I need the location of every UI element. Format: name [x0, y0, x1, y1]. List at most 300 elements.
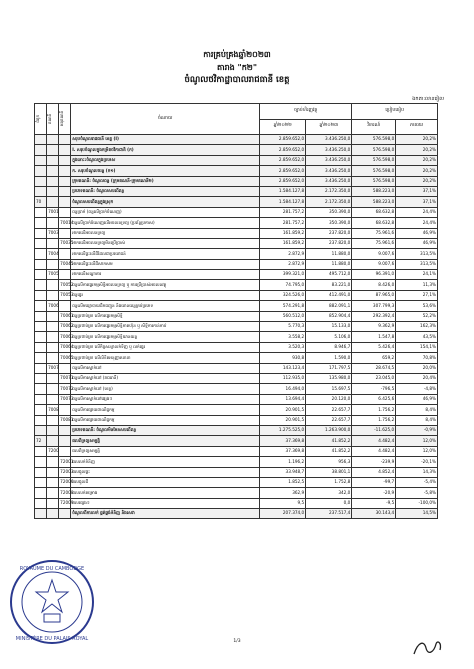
cell-difference: 96.391,0: [352, 270, 396, 280]
cell-subaccount: [59, 509, 71, 519]
cell-chapter: [35, 228, 47, 238]
cell-description: អាករលើអចលនទ្រព្យមិនប្រើប្រាស់: [71, 238, 260, 248]
cell-2023: 3.436.250,0: [306, 155, 352, 165]
svg-text:MINISTÈRE DU PALAIS ROYAL: MINISTÈRE DU PALAIS ROYAL: [15, 636, 89, 642]
cell-2023: 3.436.250,0: [306, 145, 352, 155]
cell-subaccount: 70072: [59, 384, 71, 394]
table-row: [35, 290, 438, 300]
cell-percent: -0,9%: [396, 425, 438, 435]
cell-2023: 15.697,5: [306, 384, 352, 394]
cell-difference: 576.598,0: [352, 155, 396, 165]
table-row: [35, 405, 438, 415]
cell-percent: 24,4%: [396, 207, 438, 217]
cell-chapter: [35, 280, 47, 290]
table-row: [35, 332, 438, 342]
cell-subaccount: 70045: [59, 259, 71, 269]
cell-percent: 14,5%: [396, 509, 438, 519]
cell-description: អាករលើផ្ទះលើដីសាកសម: [71, 259, 260, 269]
cell-account: [47, 498, 59, 508]
cell-account: 7007: [47, 363, 59, 373]
table-row: [35, 166, 438, 176]
cell-difference: 576.598,0: [352, 145, 396, 155]
cell-chapter: 70: [35, 197, 47, 207]
cell-2022: 2.859.652,0: [260, 135, 306, 145]
cell-2023: 3.436.250,0: [306, 176, 352, 186]
table-row: [35, 301, 438, 311]
cell-difference: 1.756,2: [352, 415, 396, 425]
cell-2022: 207.374,0: [260, 509, 306, 519]
cell-2023: 237.820,0: [306, 228, 352, 238]
cell-chapter: [35, 425, 47, 435]
cell-2022: 1.275.525,0: [260, 425, 306, 435]
cell-account: [47, 436, 59, 446]
cell-percent: 313,5%: [396, 249, 438, 259]
cell-2022: 20.901,5: [260, 405, 306, 415]
cell-2022: 1.584.127,8: [260, 197, 306, 207]
cell-subaccount: [59, 363, 71, 373]
signature-mark: [410, 636, 446, 660]
cell-account: 7006: [47, 301, 59, 311]
cell-account: [47, 457, 59, 467]
cell-description: ពន្ធប្រថាប់ត្រា លើលិខិតអនុញ្ញាតនានា: [71, 353, 260, 363]
table-row: [35, 207, 438, 217]
cell-subaccount: 72009: [59, 498, 71, 508]
unit-label: ឯកតា:លានរៀល: [412, 96, 444, 102]
cell-subaccount: [59, 436, 71, 446]
header-finance-law: ច្បាប់ហិរញ្ញវត្ថុ: [260, 104, 352, 120]
table-row: [35, 145, 438, 155]
cell-chapter: [35, 311, 47, 321]
cell-2023: 1.263.900,0: [306, 425, 352, 435]
cell-difference: 30.143,4: [352, 509, 396, 519]
table-row: [35, 394, 438, 404]
table-row: [35, 249, 438, 259]
header-description: ចំណាយ: [71, 104, 260, 135]
table-row: [35, 186, 438, 196]
cell-subaccount: 72001: [59, 457, 71, 467]
cell-2023: 22.657,7: [306, 405, 352, 415]
cell-account: [47, 332, 59, 342]
table-row: [35, 467, 438, 477]
table-row: [35, 488, 438, 498]
cell-percent: 20,2%: [396, 145, 438, 155]
table-row: [35, 425, 438, 435]
table-row: [35, 353, 438, 363]
cell-description: សរុបចំណូលរាជធានី ខេត្ត (I): [71, 135, 260, 145]
cell-subaccount: [59, 155, 71, 165]
cell-percent: 37,1%: [396, 186, 438, 196]
cell-percent: 14,3%: [396, 467, 438, 477]
table-row: [35, 342, 438, 352]
cell-chapter: [35, 155, 47, 165]
cell-account: [47, 186, 59, 196]
header-2023: ឆ្នាំ២០២៣: [306, 119, 352, 135]
cell-account: [47, 166, 59, 176]
cell-2023: 882.091,1: [306, 301, 352, 311]
cell-chapter: [35, 238, 47, 248]
cell-description: ពន្ធលើការស្នាក់នៅ: [71, 363, 260, 373]
cell-chapter: [35, 415, 47, 425]
cell-2022: 143.123,4: [260, 363, 306, 373]
header-account: គណនី: [47, 104, 59, 135]
table-row: [35, 446, 438, 456]
cell-account: [47, 477, 59, 487]
cell-difference: 588.223,0: [352, 186, 396, 196]
cell-percent: -5,8%: [396, 488, 438, 498]
cell-chapter: [35, 498, 47, 508]
cell-percent: 20,4%: [396, 373, 438, 383]
cell-percent: 8,4%: [396, 405, 438, 415]
cell-2022: 33.948,7: [260, 467, 306, 477]
cell-2023: 3.436.250,0: [306, 135, 352, 145]
cell-percent: 12,0%: [396, 436, 438, 446]
table-row: [35, 197, 438, 207]
cell-difference: 659,2: [352, 353, 396, 363]
cell-chapter: [35, 488, 47, 498]
table-row: [35, 322, 438, 332]
cell-account: 7008: [47, 405, 59, 415]
royal-seal-stamp: [8, 558, 96, 646]
cell-description: ពន្ធផ្ទេរ: [71, 290, 260, 300]
cell-chapter: [35, 509, 47, 519]
header-percent: ភាគរយ: [396, 119, 438, 135]
cell-2022: 2.872,9: [260, 249, 306, 259]
cell-difference: 9.007,6: [352, 259, 396, 269]
cell-subaccount: 72006: [59, 477, 71, 487]
cell-difference: 23.045,0: [352, 373, 396, 383]
cell-chapter: [35, 342, 47, 352]
cell-2023: 0,0: [306, 498, 352, 508]
cell-description: អាករលើអចលនទ្រព្យ: [71, 228, 260, 238]
cell-difference: -99,7: [352, 477, 396, 487]
cell-difference: -20,9: [352, 488, 396, 498]
cell-description: ប្រភេទគណនី: ចំណូលសារពើពន្ធ: [71, 186, 260, 196]
cell-subaccount: 70065: [59, 353, 71, 363]
cell-chapter: [35, 249, 47, 259]
title-line-1: ការគ្រប់គ្រងឆ្នាំ២០២៣: [203, 50, 271, 59]
cell-account: [47, 394, 59, 404]
cell-account: 7001: [47, 207, 59, 217]
cell-percent: 24,1%: [396, 270, 438, 280]
cell-description: អាករលើសណ្ឋាគារ: [71, 270, 260, 280]
cell-2022: 161.859,2: [260, 228, 306, 238]
cell-subaccount: 72003: [59, 467, 71, 477]
cell-percent: 20,2%: [396, 176, 438, 186]
cell-percent: 37,1%: [396, 197, 438, 207]
cell-2022: 560.512,0: [260, 311, 306, 321]
table-row: [35, 384, 438, 394]
cell-account: [47, 176, 59, 186]
cell-chapter: [35, 135, 47, 145]
cell-2023: 342,0: [306, 488, 352, 498]
cell-2023: 3.436.250,0: [306, 166, 352, 176]
cell-difference: -9,5: [352, 498, 396, 508]
table-row: [35, 259, 438, 269]
cell-difference: 68.632,8: [352, 207, 396, 217]
cell-2022: 3.558,2: [260, 332, 306, 342]
cell-2023: 495.712,0: [306, 270, 352, 280]
cell-account: [47, 145, 59, 155]
title-line-3: ចំណូលថវិកាដ្ឋាបាលរាជធានី ខេត្ត: [184, 75, 290, 85]
cell-account: [47, 425, 59, 435]
cell-description: ពន្ធលើការផ្ទេរកម្មសិទ្ធិអចលនទ្រព្យ ឬ ការប្រើប្រាស់អចលនវត្ថុ: [71, 280, 260, 290]
cell-account: [47, 342, 59, 352]
header-difference: វិចារណ៍: [352, 119, 396, 135]
cell-difference: 75.961,6: [352, 238, 396, 248]
cell-subaccount: 72008: [59, 488, 71, 498]
cell-2023: 412.491,0: [306, 290, 352, 300]
table-row: [35, 176, 438, 186]
cell-difference: 307.799,3: [352, 301, 396, 311]
cell-2023: 8.946,7: [306, 342, 352, 352]
cell-chapter: [35, 405, 47, 415]
cell-subaccount: 70014: [59, 218, 71, 228]
cell-chapter: [35, 186, 47, 196]
cell-difference: 576.598,0: [352, 135, 396, 145]
cell-percent: 46,9%: [396, 238, 438, 248]
cell-description: ផលលក់គម្រោង: [71, 488, 260, 498]
table-row: [35, 280, 438, 290]
cell-percent: 162,3%: [396, 322, 438, 332]
cell-chapter: [35, 166, 47, 176]
cell-chapter: [35, 301, 47, 311]
cell-subaccount: [59, 270, 71, 280]
table-row: [35, 311, 438, 321]
cell-percent: 27,1%: [396, 290, 438, 300]
cell-2023: 11.880,0: [306, 249, 352, 259]
cell-2022: 2.872,9: [260, 259, 306, 269]
cell-description: ផលពីទ្រព្យសម្បត្តិ: [71, 446, 260, 456]
cell-percent: 20,2%: [396, 155, 438, 165]
cell-subaccount: [59, 228, 71, 238]
cell-chapter: [35, 270, 47, 280]
cell-2023: 2.172.350,0: [306, 186, 352, 196]
cell-2022: 37.369,8: [260, 436, 306, 446]
cell-2023: 5.106,0: [306, 332, 352, 342]
cell-description: ផលផ្សេងៗ: [71, 498, 260, 508]
table-row: [35, 457, 438, 467]
cell-percent: 313,5%: [396, 259, 438, 269]
cell-chapter: [35, 322, 47, 332]
cell-2022: 362,9: [260, 488, 306, 498]
cell-description: ផលជួលដី: [71, 477, 260, 487]
cell-chapter: [35, 332, 47, 342]
cell-difference: 1.547,8: [352, 332, 396, 342]
cell-2023: 350.390,0: [306, 218, 352, 228]
cell-percent: 11,3%: [396, 280, 438, 290]
cell-description: ផលពីទ្រព្យសម្បត្តិ: [71, 436, 260, 446]
cell-account: 7003: [47, 228, 59, 238]
table-row: [35, 218, 438, 228]
cell-2022: 1.196,2: [260, 457, 306, 467]
cell-2022: 112.935,0: [260, 373, 306, 383]
cell-percent: 12,0%: [396, 446, 438, 456]
cell-chapter: [35, 218, 47, 228]
cell-description: ពន្ធលើការស្នាក់នៅផ្សេងៗ: [71, 394, 260, 404]
cell-percent: 8,4%: [396, 415, 438, 425]
cell-2022: 1.584.127,8: [260, 186, 306, 196]
cell-subaccount: [59, 249, 71, 259]
cell-difference: -796,5: [352, 384, 396, 394]
cell-difference: 576.598,0: [352, 166, 396, 176]
cell-chapter: [35, 363, 47, 373]
table-row: [35, 373, 438, 383]
cell-description: ពន្ធលើមធ្យោបាយដឹកជញ្ជូន និងយានយន្តគ្រប់ប្រភេទ: [71, 301, 260, 311]
cell-2023: 2.172.350,0: [306, 197, 352, 207]
cell-chapter: [35, 176, 47, 186]
cell-description: ផលជួលផ្ទះ: [71, 467, 260, 477]
table-row: [35, 238, 438, 248]
cell-difference: 1.756,2: [352, 405, 396, 415]
revenue-table: [34, 103, 438, 519]
cell-percent: 43,5%: [396, 332, 438, 342]
title-line-2: តារាង "ក២": [216, 63, 258, 72]
cell-difference: 588.223,0: [352, 197, 396, 207]
cell-2022: 399.321,0: [260, 270, 306, 280]
cell-account: [47, 488, 59, 498]
cell-2023: 22.657,7: [306, 415, 352, 425]
cell-2022: 9,5: [260, 498, 306, 508]
cell-account: [47, 197, 59, 207]
cell-account: 7004: [47, 249, 59, 259]
table-row: [35, 270, 438, 280]
cell-2023: 237.517,4: [306, 509, 352, 519]
cell-chapter: [35, 259, 47, 269]
cell-2022: 2.859.652,0: [260, 166, 306, 176]
cell-subaccount: 70061: [59, 311, 71, 321]
cell-account: [47, 238, 59, 248]
cell-description: ពន្ធលើការស្នាក់នៅ (រាជធានី): [71, 373, 260, 383]
cell-account: 7005: [47, 270, 59, 280]
cell-account: [47, 290, 59, 300]
table-row: [35, 228, 438, 238]
cell-subaccount: [59, 176, 71, 186]
cell-description: ពន្ធប្រថាប់ត្រា លើការផ្ទេរកម្មសិទ្ធិយានយន្ត: [71, 332, 260, 342]
cell-difference: 6.425,6: [352, 394, 396, 404]
cell-2023: 350.390,0: [306, 207, 352, 217]
cell-subaccount: 70071: [59, 373, 71, 383]
cell-subaccount: [59, 166, 71, 176]
cell-2023: 11.880,0: [306, 259, 352, 269]
cell-2023: 15.133,0: [306, 322, 352, 332]
cell-subaccount: 70035: [59, 238, 71, 248]
svg-text:ROYAUME DU CAMBODGE: ROYAUME DU CAMBODGE: [19, 566, 85, 572]
cell-subaccount: [59, 301, 71, 311]
cell-description: ចំណូលសារពើពន្ធក្នុងស្រុក: [71, 197, 260, 207]
cell-chapter: [35, 457, 47, 467]
cell-difference: 4.852,4: [352, 467, 396, 477]
cell-percent: 70,8%: [396, 353, 438, 363]
cell-2022: 16.494,0: [260, 384, 306, 394]
cell-account: [47, 135, 59, 145]
table-row: [35, 436, 438, 446]
cell-percent: 20,2%: [396, 166, 438, 176]
cell-percent: 46,9%: [396, 228, 438, 238]
cell-difference: -11.625,0: [352, 425, 396, 435]
cell-account: [47, 415, 59, 425]
cell-percent: -4,8%: [396, 384, 438, 394]
cell-subaccount: 70053: [59, 290, 71, 300]
cell-difference: 9.362,9: [352, 322, 396, 332]
header-comparison: ប្រៀបធៀប: [352, 104, 438, 120]
cell-account: [47, 353, 59, 363]
cell-percent: 24,4%: [396, 218, 438, 228]
cell-2022: 74.795,0: [260, 280, 306, 290]
cell-2022: 13.694,4: [260, 394, 306, 404]
cell-chapter: [35, 373, 47, 383]
table-row: [35, 363, 438, 373]
cell-2022: 281.757,2: [260, 207, 306, 217]
cell-description: ពន្ធប្រថាប់ត្រា លើការផ្ទេរកម្មសិទ្ធិ: [71, 311, 260, 321]
cell-chapter: [35, 353, 47, 363]
cell-subaccount: 70081: [59, 415, 71, 425]
cell-description: ពន្ធប្រថាប់ត្រា លើការផ្ទេរកម្មសិទ្ធិភាគហ៊ុន ឬ សិទ្ធិការកាន់កាប់: [71, 322, 260, 332]
cell-description: ក្រុមគណនី: ចំណូលពន្ធ (ក្រុមគណនី-ក្រុមគណនី២): [71, 176, 260, 186]
cell-subaccount: [59, 186, 71, 196]
cell-difference: 87.965,0: [352, 290, 396, 300]
cell-2022: 161.859,2: [260, 238, 306, 248]
table-row: [35, 509, 438, 519]
cell-chapter: [35, 207, 47, 217]
cell-2022: 281.757,2: [260, 218, 306, 228]
header-chapter: ជំពូក: [35, 104, 47, 135]
table-row: [35, 135, 438, 145]
cell-difference: 576.598,0: [352, 176, 396, 186]
cell-description: អាករលើផ្ទះលើដីដែលជាប្រយោជន៍: [71, 249, 260, 259]
cell-2022: 2.859.652,0: [260, 155, 306, 165]
cell-difference: 4.482,4: [352, 436, 396, 446]
cell-chapter: [35, 145, 47, 155]
cell-subaccount: 70064: [59, 342, 71, 352]
cell-subaccount: [59, 207, 71, 217]
cell-account: [47, 384, 59, 394]
cell-percent: 52,2%: [396, 311, 438, 321]
cell-2023: 1.752,8: [306, 477, 352, 487]
cell-chapter: [35, 477, 47, 487]
cell-difference: 292.392,4: [352, 311, 396, 321]
cell-subaccount: [59, 135, 71, 145]
cell-subaccount: 70073: [59, 394, 71, 404]
cell-account: [47, 218, 59, 228]
cell-description: ចំណូលពីការលក់ ផ្គត់ផ្គង់ទំនិញ និងសេវា: [71, 509, 260, 519]
cell-subaccount: 70062: [59, 322, 71, 332]
cell-subaccount: [59, 446, 71, 456]
cell-description: ពន្ធលើប្រាក់ចំណេញលើអចលនទ្រព្យ (ប្រព័ន្ធប្រកាស): [71, 218, 260, 228]
cell-subaccount: [59, 197, 71, 207]
table-row: [35, 415, 438, 425]
cell-2023: 83.221,0: [306, 280, 352, 290]
cell-2022: 1.852,5: [260, 477, 306, 487]
header-subaccount: អនុគណនី: [59, 104, 71, 135]
cell-account: 7200: [47, 446, 59, 456]
cell-2023: 20.120,0: [306, 394, 352, 404]
cell-percent: 53,6%: [396, 301, 438, 311]
cell-2023: 41.852,2: [306, 446, 352, 456]
cell-description: ពន្ធលើការផ្សាយពាណិជ្ជកម្ម: [71, 415, 260, 425]
cell-percent: -5,4%: [396, 477, 438, 487]
cell-difference: 4.482,4: [352, 446, 396, 456]
cell-difference: 68.632,8: [352, 218, 396, 228]
cell-chapter: [35, 394, 47, 404]
cell-2023: 171.797,5: [306, 363, 352, 373]
cell-description: ក្នុងនោះ:ចំណូលក្នុងប្រទេស: [71, 155, 260, 165]
cell-chapter: [35, 446, 47, 456]
cell-2022: 20.901,5: [260, 415, 306, 425]
cell-description: ប្រភេទគណនី: ចំណូលមិនមែនសារពើពន្ធ: [71, 425, 260, 435]
cell-subaccount: [59, 145, 71, 155]
cell-difference: 8.426,0: [352, 280, 396, 290]
cell-percent: 46,9%: [396, 394, 438, 404]
